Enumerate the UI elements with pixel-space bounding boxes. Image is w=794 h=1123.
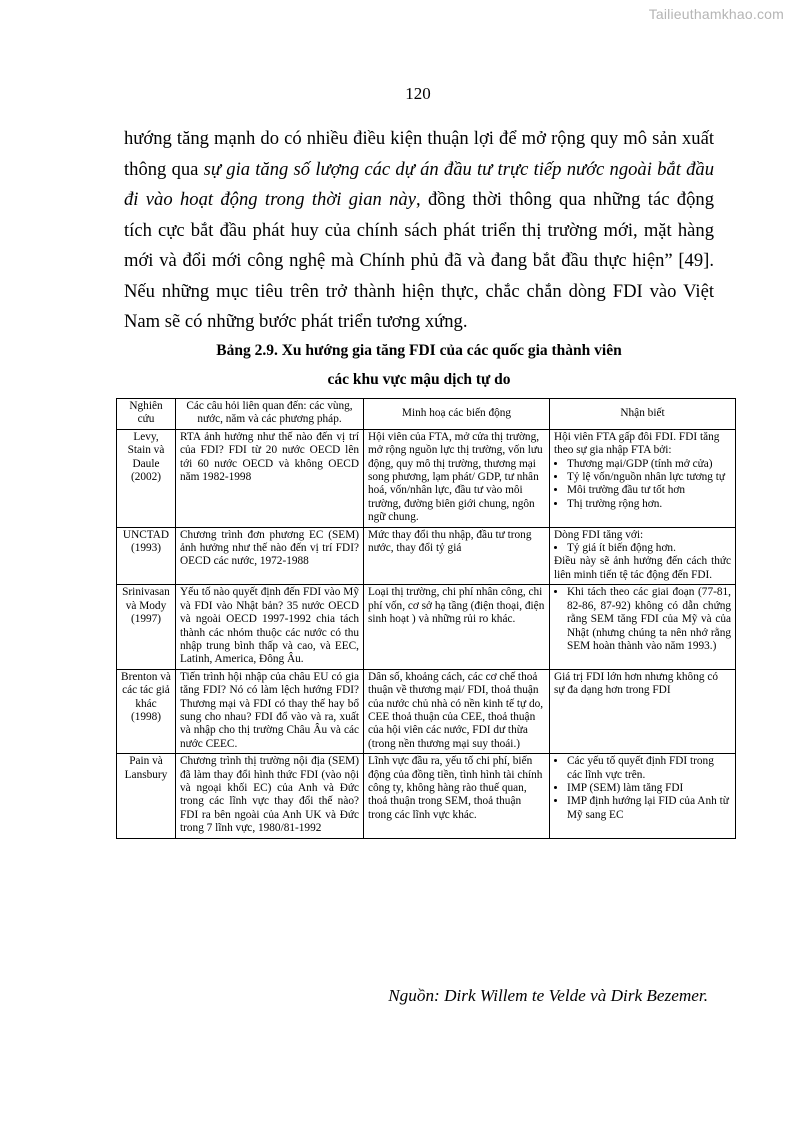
cell-variation: Loại thị trường, chi phí nhân công, chi phí vốn, cơ sở hạ tầng (điện thoại, điện sinh hoạt ) và những rủi ro khác. bbox=[364, 585, 550, 669]
cell-study: Levy, Stain và Daule (2002) bbox=[117, 429, 176, 527]
cell-study: Pain và Lansbury bbox=[117, 754, 176, 838]
finding-bullet: • Thị trường rộng hơn. bbox=[567, 498, 731, 511]
header-variations: Minh hoạ các biến động bbox=[364, 399, 550, 430]
finding-bullet: • Khi tách theo các giai đoạn (77-81, 82-86, 87-92) không có dẫn chứng rằng SEM tăng FDI của Mỹ và của Nhật (nhưng chúng ta nên nhớ rằng SEM hoàn thành vào năm 1993.) bbox=[567, 586, 731, 653]
paragraph-line: hướng tăng mạnh do có nhiều điều kiện thuận lợi để mở rộng quy mô sản xuất bbox=[124, 128, 714, 149]
finding-bullet: • Môi trường đầu tư tốt hơn bbox=[567, 484, 731, 497]
source-citation: Nguồn: Dirk Willem te Velde và Dirk Bezemer. bbox=[388, 986, 708, 1005]
finding-intro: Hội viên FTA gấp đôi FDI. FDI tăng theo sự gia nhập FTA bởi: bbox=[554, 430, 720, 457]
cell-study: UNCTAD (1993) bbox=[117, 527, 176, 585]
finding-outro: Điều này sẽ ảnh hưởng đến cách thức liên minh tiến tệ tác động đến FDI. bbox=[554, 555, 731, 581]
paragraph-line bbox=[124, 185, 714, 216]
cell-study: Srinivasan và Mody (1997) bbox=[117, 585, 176, 669]
finding-intro: Giá trị FDI lớn hơn nhưng không có sự đa dạng hơn trong FDI bbox=[554, 670, 718, 697]
finding-bullet: • Thương mại/GDP (tính mở cửa) bbox=[567, 458, 731, 471]
cell-finding bbox=[550, 754, 736, 838]
finding-intro: Dòng FDI tăng với: bbox=[554, 528, 644, 541]
finding-list bbox=[554, 542, 731, 555]
finding-bullet: • IMP (SEM) làm tăng FDI bbox=[567, 782, 731, 795]
paragraph-line: Nếu những mục tiêu trên trở thành hiện thực, chắc chắn dòng FDI vào Việt bbox=[124, 280, 714, 302]
finding-bullet: • IMP định hướng lại FID của Anh từ Mỹ sang EC bbox=[567, 795, 731, 822]
cell-question: Yếu tố nào quyết định đến FDI vào Mỹ và FDI vào Nhật bản? 35 nước OECD và ngoài OECD 1997-1992 chia tách thành các nhóm thuộc các nước có thu nhập trung bình thấp và cao, và EEC, Latinh, America, Đông Âu. bbox=[176, 585, 364, 669]
page-number: 120 bbox=[405, 84, 431, 103]
table-row bbox=[117, 754, 736, 838]
paragraph-emphasis: sự gia tăng số lượng các dự án đầu tư trực tiếp nước ngoài bắt đầu bbox=[203, 158, 715, 180]
finding-list bbox=[554, 755, 731, 822]
finding-list bbox=[554, 586, 731, 653]
cell-question: Tiến trình hội nhập của châu EU có gia tăng FDI? Nó có làm lệch hướng FDI? Thương mại và FDI có thay thế hay bổ sung cho nhau? FDI đổ vào và ra, xuất và nhập cho thị trường Châu Âu và các nước CEEC. bbox=[176, 669, 364, 753]
table-caption: Bảng 2.9. Xu hướng gia tăng FDI của các quốc gia thành viên bbox=[216, 342, 622, 359]
cell-variation: Hội viên của FTA, mở cửa thị trường, mở rộng nguồn lực thị trường, vốn lưu động, quy mô thị trường, thương mại song phương, lạm phát/ GDP, tư nhân hoá, vốn/nhân lực, đầu tư vào môi trường, đường biên giới chung, ngôn ngữ chung. bbox=[364, 429, 550, 527]
paragraph-text: thông qua bbox=[124, 158, 204, 180]
finding-bullet: • Tỷ giá ít biến động hơn. bbox=[567, 542, 731, 555]
table-row bbox=[117, 585, 736, 669]
header-questions: Các câu hỏi liên quan đến: các vùng, nước, năm và các phương pháp. bbox=[176, 399, 364, 430]
finding-bullet: • Tỷ lệ vốn/nguồn nhân lực tương tự bbox=[567, 471, 731, 484]
cell-finding bbox=[550, 585, 736, 669]
table-header-row bbox=[117, 399, 736, 430]
cell-variation: Mức thay đổi thu nhập, đầu tư trong nước, thay đổi tỷ giá bbox=[364, 527, 550, 585]
header-study: Nghiên cứu bbox=[117, 399, 176, 430]
watermark: Tailieuthamkhao.com bbox=[648, 6, 784, 22]
cell-study: Brenton và các tác giả khác (1998) bbox=[117, 669, 176, 753]
finding-list bbox=[554, 458, 731, 512]
table-row bbox=[117, 429, 736, 527]
paragraph-line bbox=[124, 155, 714, 186]
fdi-table bbox=[116, 398, 736, 839]
cell-question: RTA ảnh hưởng như thế nào đến vị trí của FDI? FDI từ 20 nước OECD lên tới 60 nước OECD và không OECD năm 1982-1998 bbox=[176, 429, 364, 527]
paragraph-line: mới và đổi mới công nghệ mà Chính phủ đã và đang bắt đầu thực hiện” [49]. bbox=[124, 250, 714, 271]
paragraph-text: , đồng thời thông qua những tác động bbox=[416, 189, 714, 210]
table-row bbox=[117, 669, 736, 753]
body-paragraph bbox=[124, 124, 714, 338]
paragraph-line: tích cực bắt đầu phát huy của chính sách phát triển thị trường mới, mặt hàng bbox=[124, 219, 714, 241]
table-row bbox=[117, 527, 736, 585]
cell-question: Chương trình thị trường nội địa (SEM) đã làm thay đổi hình thức FDI (vào nội và ngoại khối EC) của Anh và Đức trong các lĩnh vực thay đổi thế nào? FDI ra bên ngoài của Anh UK và Đức trong 7 lĩnh vực, 1980/81-1992 bbox=[176, 754, 364, 838]
cell-variation: Dân số, khoảng cách, các cơ chế thoả thuận về thương mại/ FDI, thoả thuận của nước chủ nhà có nền kinh tế tự do, CEE thoả thuận của CEE, thoả thuận của hội viên các nước, FDI dư thừa (trong nền thương mại suy thoái.) bbox=[364, 669, 550, 753]
cell-variation: Lĩnh vực đầu ra, yếu tố chi phí, biến động của đồng tiền, tình hình tài chính công ty, không hàng rào thuế quan, thoả thuận trong SEM, thoả thuận trong các lĩnh vực khác. bbox=[364, 754, 550, 838]
finding-bullet: • Các yếu tố quyết định FDI trong các lĩnh vực trên. bbox=[567, 755, 731, 782]
cell-finding bbox=[550, 429, 736, 527]
cell-question: Chương trình đơn phương EC (SEM) ảnh hưởng như thế nào đến vị trí FDI? OECD các nước, 1972-1988 bbox=[176, 527, 364, 585]
header-findings: Nhận biết bbox=[550, 399, 736, 430]
paragraph-emphasis: đi vào hoạt động trong thời gian này bbox=[124, 189, 416, 210]
table-caption-subtitle: các khu vực mậu dịch tự do bbox=[327, 371, 511, 388]
cell-finding bbox=[550, 669, 736, 753]
paragraph-line: Nam sẽ có những bước phát triển tương xứng. bbox=[124, 311, 468, 332]
cell-finding bbox=[550, 527, 736, 585]
